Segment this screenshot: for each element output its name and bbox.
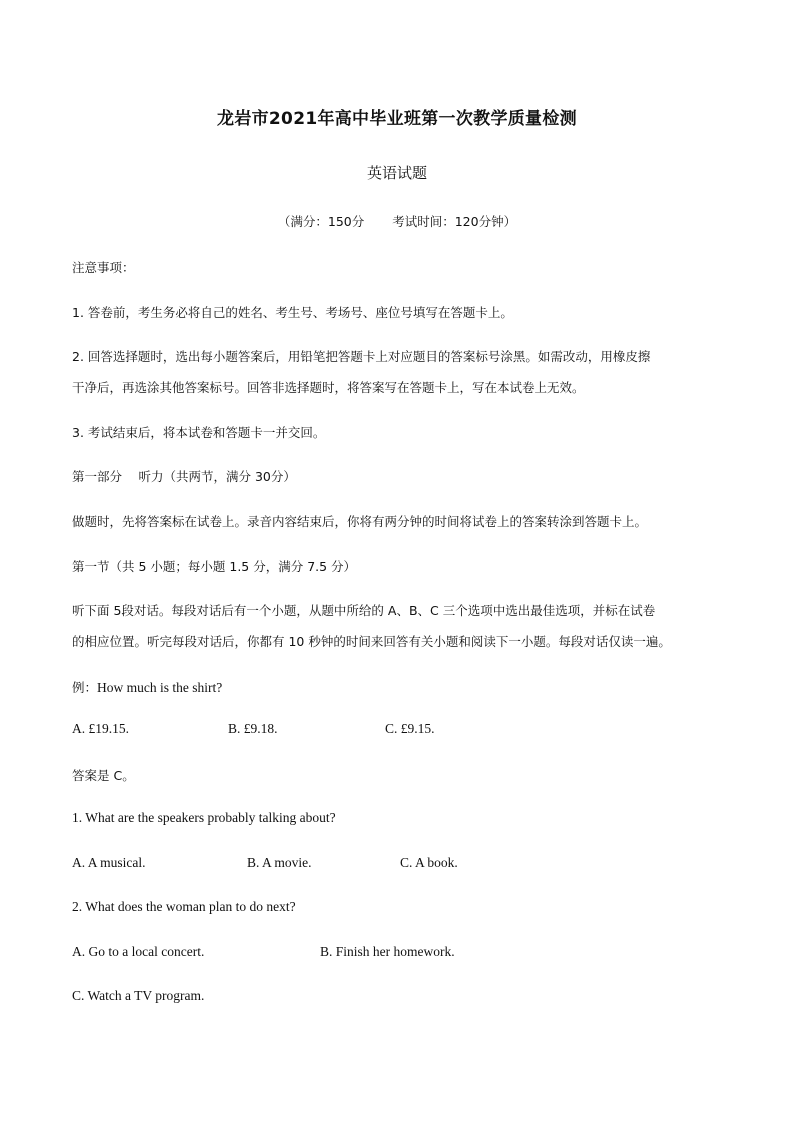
notes-heading: 注意事项： [72,260,135,275]
example-option-c: C. £9.15. [385,721,435,736]
example-option-b: B. £9.18. [228,721,278,736]
note-1: 1. 答卷前，考生务必将自己的姓名、考生号、考场号、座位号填写在答题卡上。 [72,305,513,320]
note-2-line-2: 干净后，再选涂其他答案标号。回答非选择题时，将答案写在答题卡上，写在本试卷上无效。 [72,380,585,395]
score-info: （满分：150分 [277,214,365,229]
section1-heading: 第一节（共 5 小题；每小题 1.5 分，满分 7.5 分） [72,559,357,574]
question-1-option-a: A. A musical. [72,855,146,870]
question-2-option-b: B. Finish her homework. [320,944,455,959]
note-2-line-1: 2. 回答选择题时，选出每小题答案后，用铅笔把答题卡上对应题目的答案标号涂黑。如需改动，用橡皮擦 [72,349,651,364]
part1-instruction: 做题时，先将答案标在试卷上。录音内容结束后，你将有两分钟的时间将试卷上的答案转涂到答题卡上。 [72,514,648,529]
question-2: 2. What does the woman plan to do next? [72,899,296,914]
example-prefix: 例： [72,680,98,695]
example-question-text: How much is the shirt? [97,680,223,695]
question-1-option-b: B. A movie. [247,855,312,870]
example-answer: 答案是 C。 [72,768,135,783]
question-2-option-c: C. Watch a TV program. [72,988,205,1003]
question-1: 1. What are the speakers probably talking about? [72,810,336,825]
example-question [72,677,222,696]
part1-heading: 第一部分 听力（共两节，满分 30分） [72,469,296,484]
question-2-option-a: A. Go to a local concert. [72,944,205,959]
question-1-option-c: C. A book. [400,855,458,870]
exam-info [0,212,794,230]
page-title: 龙岩市2021年高中毕业班第一次教学质量检测 [217,109,577,129]
example-option-a: A. £19.15. [72,721,129,736]
note-3: 3. 考试结束后，将本试卷和答题卡一并交回。 [72,425,326,440]
directions-line-2: 的相应位置。听完每段对话后，你都有 10 秒钟的时间来回答有关小题和阅读下一小题。每段对话仅读一遍。 [72,634,671,649]
directions-line-1: 听下面 5段对话。每段对话后有一个小题，从题中所给的 A、B、C 三个选项中选出最佳选项，并标在试卷 [72,603,656,618]
time-info: 考试时间：120分钟） [392,214,517,229]
page-subtitle: 英语试题 [366,164,427,182]
